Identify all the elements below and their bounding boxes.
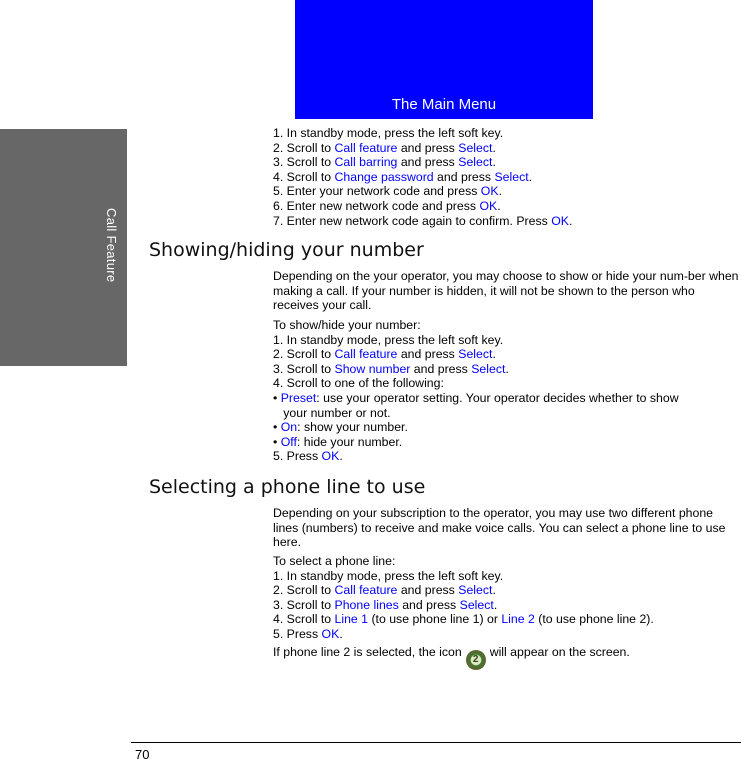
step-line xyxy=(273,449,739,464)
step-text: 3. Scroll to xyxy=(273,361,335,376)
step-text: 2. Scroll to xyxy=(273,583,335,598)
step-text: . xyxy=(339,626,343,641)
footer-divider xyxy=(131,742,741,743)
step-text: 2. Scroll to xyxy=(273,140,335,155)
step-text: • xyxy=(273,434,281,449)
step-text: 2. Scroll to xyxy=(273,347,335,362)
step-line xyxy=(273,347,739,362)
step-text: . xyxy=(492,155,496,170)
step-line xyxy=(273,376,739,391)
step-text: . xyxy=(493,597,498,612)
step-text: (to use phone line 1) or xyxy=(368,612,502,627)
step-line xyxy=(273,362,739,377)
step-text: : use your operator setting. Your operator decides whether to show xyxy=(316,390,679,405)
menu-term: Call barring xyxy=(334,155,398,170)
step-text: 7. Enter new network code again to confirm. Press xyxy=(273,213,552,228)
line-2-icon: 2 xyxy=(466,650,486,670)
menu-term: Line 1 xyxy=(334,612,369,627)
menu-term: Select xyxy=(458,347,493,362)
step-text: your number or not. xyxy=(273,405,391,420)
step-line xyxy=(273,214,739,229)
menu-term: OK xyxy=(551,213,569,228)
banner-title: The Main Menu xyxy=(391,96,497,113)
step-text: . xyxy=(568,213,573,228)
menu-term: Select xyxy=(459,597,494,612)
menu-term: Select xyxy=(494,169,529,184)
step-text: and press xyxy=(398,597,460,612)
section-banner xyxy=(295,0,593,119)
step-text: . xyxy=(492,140,496,155)
step-line xyxy=(273,141,739,156)
step-text: 4. Scroll to xyxy=(273,612,335,627)
step-text: and press xyxy=(397,155,459,170)
step-line xyxy=(273,435,739,450)
step-line xyxy=(273,612,739,627)
section1-intro: Depending on the your operator, you may choose to show or hide your num-ber when making a call. If your number is hidden, it will not be shown to the person who receives your call. xyxy=(273,269,739,313)
menu-term: Phone lines xyxy=(334,597,399,612)
step-text: . xyxy=(497,198,501,213)
menu-term: OK xyxy=(480,184,499,199)
step-text: 1. In standby mode, press the left soft key. xyxy=(273,332,504,347)
step-text: . xyxy=(505,361,509,376)
menu-term: Call feature xyxy=(334,140,398,155)
step-text: . xyxy=(492,583,496,598)
step-text: . xyxy=(339,449,343,464)
step-text: : hide your number. xyxy=(296,434,403,449)
step-line xyxy=(273,598,739,613)
menu-term: On xyxy=(280,420,298,435)
step-text: and press xyxy=(410,361,472,376)
step-line xyxy=(273,406,739,421)
step-line xyxy=(273,583,739,598)
step-text: • xyxy=(273,390,281,405)
step-line xyxy=(273,420,739,435)
step-line xyxy=(273,627,739,642)
step-line xyxy=(273,569,739,584)
step-line xyxy=(273,318,739,333)
note-text-after: will appear on the screen. xyxy=(489,645,630,659)
menu-term: Show number xyxy=(334,361,411,376)
step-text: and press xyxy=(397,347,459,362)
step-text: 3. Scroll to xyxy=(273,155,335,170)
step-text: and press xyxy=(397,140,459,155)
heading-selecting-line: Selecting a phone line to use xyxy=(149,476,426,498)
menu-term: Call feature xyxy=(334,583,398,598)
step-text: 4. Scroll to one of the following: xyxy=(273,376,444,391)
step-text: and press xyxy=(433,169,495,184)
menu-term: Select xyxy=(458,583,493,598)
menu-term: Select xyxy=(471,361,506,376)
step-line xyxy=(273,199,739,214)
step-line xyxy=(273,184,739,199)
section2-intro: Depending on your subscription to the operator, you may use two different phone lines (numbers) to receive and make voice calls. You can select a phone line to use here. xyxy=(273,506,726,550)
step-line xyxy=(273,391,739,406)
menu-term: Preset xyxy=(280,390,317,405)
step-text: • xyxy=(273,420,281,435)
menu-term: Call feature xyxy=(334,347,398,362)
step-text: 6. Enter new network code and press xyxy=(273,198,480,213)
step-text: . xyxy=(492,347,496,362)
section0-steps xyxy=(273,126,739,228)
menu-term: Off xyxy=(280,434,297,449)
step-text: 5. Enter your network code and press xyxy=(273,184,481,199)
line2-note xyxy=(273,645,739,670)
menu-term: OK xyxy=(321,449,340,464)
menu-term: Select xyxy=(458,155,493,170)
step-line xyxy=(273,170,739,185)
menu-term: Line 2 xyxy=(501,612,535,627)
page-number: 70 xyxy=(135,747,150,762)
step-text: 1. In standby mode, press the left soft key. xyxy=(273,568,504,583)
step-text: . xyxy=(498,184,502,199)
heading-showing-hiding: Showing/hiding your number xyxy=(149,239,424,261)
step-text: 4. Scroll to xyxy=(273,169,335,184)
step-text: 3. Scroll to xyxy=(273,597,335,612)
step-text: 5. Press xyxy=(273,626,322,641)
step-text: To select a phone line: xyxy=(273,554,396,568)
step-line xyxy=(273,554,739,569)
step-text: (to use phone line 2). xyxy=(534,612,654,627)
menu-term: Change password xyxy=(334,169,434,184)
section1-steps xyxy=(273,318,739,464)
step-text: and press xyxy=(397,583,459,598)
menu-term: Select xyxy=(458,140,493,155)
step-text: : show your number. xyxy=(297,420,408,435)
chapter-tab-label: Call Feature xyxy=(104,208,119,283)
menu-term: OK xyxy=(479,198,498,213)
section2-steps xyxy=(273,554,739,642)
step-text: 5. Press xyxy=(273,449,322,464)
menu-term: OK xyxy=(321,626,340,641)
step-text: . xyxy=(528,169,533,184)
step-line xyxy=(273,155,739,170)
note-text-before: If phone line 2 is selected, the icon xyxy=(273,645,462,659)
step-line xyxy=(273,126,739,141)
step-text: 1. In standby mode, press the left soft key. xyxy=(273,126,504,140)
step-line xyxy=(273,333,739,348)
step-text: To show/hide your number: xyxy=(273,318,421,332)
